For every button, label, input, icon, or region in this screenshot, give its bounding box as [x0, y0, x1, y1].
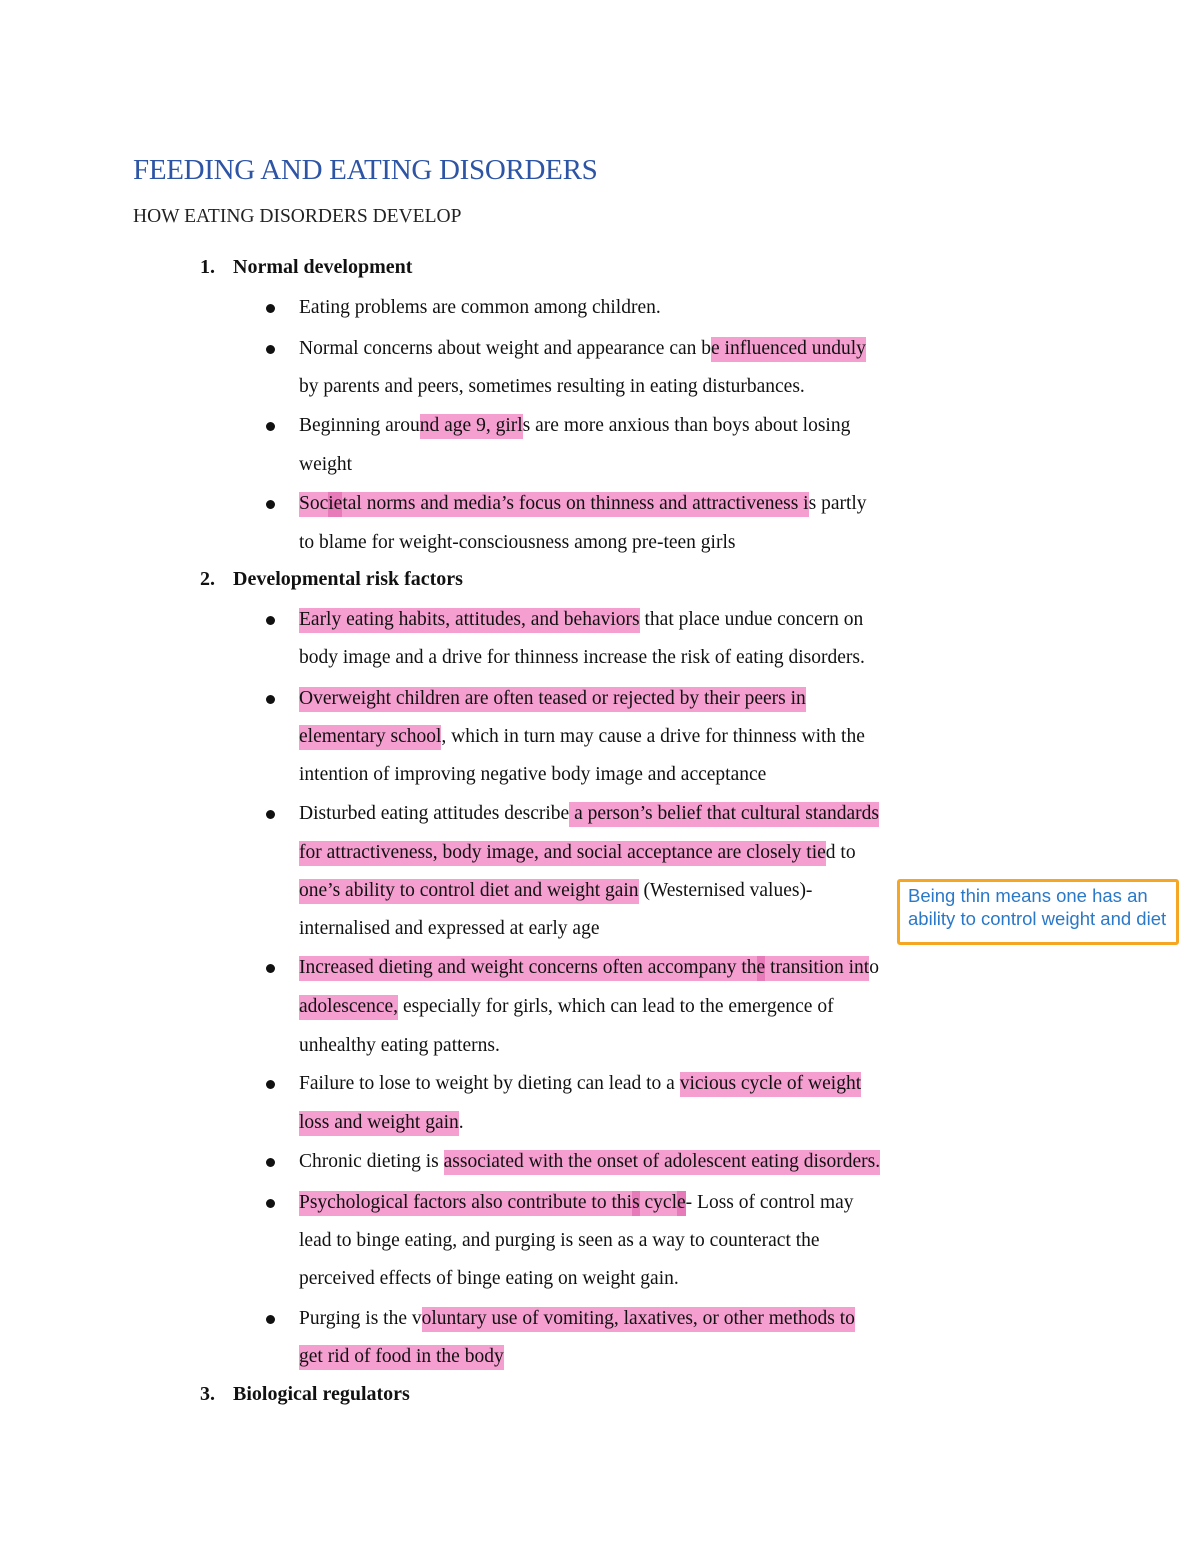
bullet-icon [266, 1080, 275, 1089]
bullet-icon [266, 1199, 275, 1208]
section-heading-1 [200, 256, 412, 279]
highlight: to [835, 1307, 855, 1332]
section-heading-2 [200, 568, 463, 591]
section-number: 3. [200, 1383, 215, 1405]
highlight: for attractiveness, body image, and social acceptance are closely tie [299, 841, 826, 866]
list-item: Purging is the voluntary use of vomiting, laxatives, or other methods to [299, 1306, 855, 1332]
highlight: Early eating habits, attitudes, and behaviors [299, 608, 640, 633]
highlight: s [632, 1191, 640, 1216]
list-item: Disturbed eating attitudes describe a person’s belief that cultural standards [299, 801, 879, 827]
highlight: one’s ability to control diet and weight gain [299, 879, 639, 904]
section-label: Biological regulators [233, 1383, 410, 1405]
section-label: Developmental risk factors [233, 568, 463, 590]
highlight: cycl [640, 1191, 677, 1216]
bullet-icon [266, 695, 275, 704]
list-item-continuation: internalised and expressed at early age [299, 918, 600, 939]
bullet-icon [266, 1315, 275, 1324]
list-item-continuation: body image and a drive for thinness increase the risk of eating disorders. [299, 647, 865, 668]
margin-comment[interactable] [897, 879, 1179, 945]
comment-text: Being thin means one has an ability to control weight and diet [908, 885, 1167, 929]
list-item: Normal concerns about weight and appearance can be influenced unduly [299, 336, 866, 362]
section-heading-3 [200, 1383, 410, 1406]
bullet-icon [266, 810, 275, 819]
list-item-continuation: adolescence, especially for girls, which can lead to the emergence of [299, 994, 834, 1020]
list-item: Psychological factors also contribute to this cycle- Loss of control may [299, 1190, 854, 1216]
list-item: Failure to lose to weight by dieting can lead to a vicious cycle of weight [299, 1071, 861, 1097]
bullet-icon [266, 345, 275, 354]
list-item-continuation: unhealthy eating patterns. [299, 1035, 500, 1056]
bullet-icon [266, 304, 275, 313]
page-title: FEEDING AND EATING DISORDERS [133, 154, 598, 186]
list-item-continuation: one’s ability to control diet and weight gain (Westernised values)- [299, 878, 812, 904]
page-subtitle: HOW EATING DISORDERS DEVELOP [133, 206, 462, 227]
highlight: oluntary use of vomiting, laxatives, or other methods [422, 1307, 835, 1332]
bullet-icon [266, 964, 275, 973]
list-item: Increased dieting and weight concerns often accompany the transition into [299, 955, 879, 981]
list-item-continuation: to blame for weight-consciousness among pre-teen girls [299, 532, 736, 553]
bullet-icon [266, 1158, 275, 1167]
list-item-continuation: elementary school, which in turn may cause a drive for thinness with the [299, 724, 865, 750]
highlight: tal norms and media’s focus on thinness and attractiveness i [342, 492, 808, 517]
bullet-icon [266, 500, 275, 509]
highlight: associated with the onset of adolescent eating disorders. [444, 1150, 880, 1175]
list-item-continuation [299, 1344, 504, 1370]
list-item-continuation: intention of improving negative body image and acceptance [299, 764, 767, 785]
highlight: e influenced unduly [711, 337, 866, 362]
list-item: Societal norms and media’s focus on thinness and attractiveness is partly [299, 491, 867, 517]
list-item-continuation: perceived effects of binge eating on weight gain. [299, 1268, 679, 1289]
list-item-continuation: by parents and peers, sometimes resulting in eating disturbances. [299, 376, 805, 397]
highlight: ie [328, 492, 342, 517]
highlight: loss and weight gain [299, 1111, 459, 1136]
list-item: Chronic dieting is associated with the onset of adolescent eating disorders. [299, 1149, 880, 1175]
highlight: get rid of food in the body [299, 1345, 504, 1370]
list-item-continuation: loss and weight gain. [299, 1110, 464, 1136]
bullet-icon [266, 422, 275, 431]
section-label: Normal development [233, 256, 413, 278]
highlight: Psychological factors also contribute to thi [299, 1191, 632, 1216]
list-item-continuation: for attractiveness, body image, and social acceptance are closely tied to [299, 840, 856, 866]
highlight: elementary school [299, 725, 441, 750]
highlight: vicious cycle of weight [680, 1072, 861, 1097]
highlight: e [757, 956, 766, 981]
list-item-continuation: weight [299, 454, 353, 475]
highlight: nd age 9, girl [420, 414, 523, 439]
highlight: transition int [765, 956, 869, 981]
highlight: a person’s belief that cultural standards [569, 802, 879, 827]
list-item: Eating problems are common among children. [299, 297, 661, 318]
list-item-continuation: lead to binge eating, and purging is seen as a way to counteract the [299, 1230, 820, 1251]
highlight: Increased dieting and weight concerns often accompany th [299, 956, 757, 981]
highlight: e [677, 1191, 686, 1216]
list-item: Beginning around age 9, girls are more anxious than boys about losing [299, 413, 850, 439]
highlight: Overweight children are often teased or rejected by their peers in [299, 687, 806, 712]
section-number: 1. [200, 256, 215, 278]
list-item [299, 686, 806, 712]
highlight: Soc [299, 492, 328, 517]
highlight: adolescence, [299, 995, 398, 1020]
bullet-icon [266, 616, 275, 625]
section-number: 2. [200, 568, 215, 590]
list-item: Early eating habits, attitudes, and behaviors that place undue concern on [299, 607, 863, 633]
